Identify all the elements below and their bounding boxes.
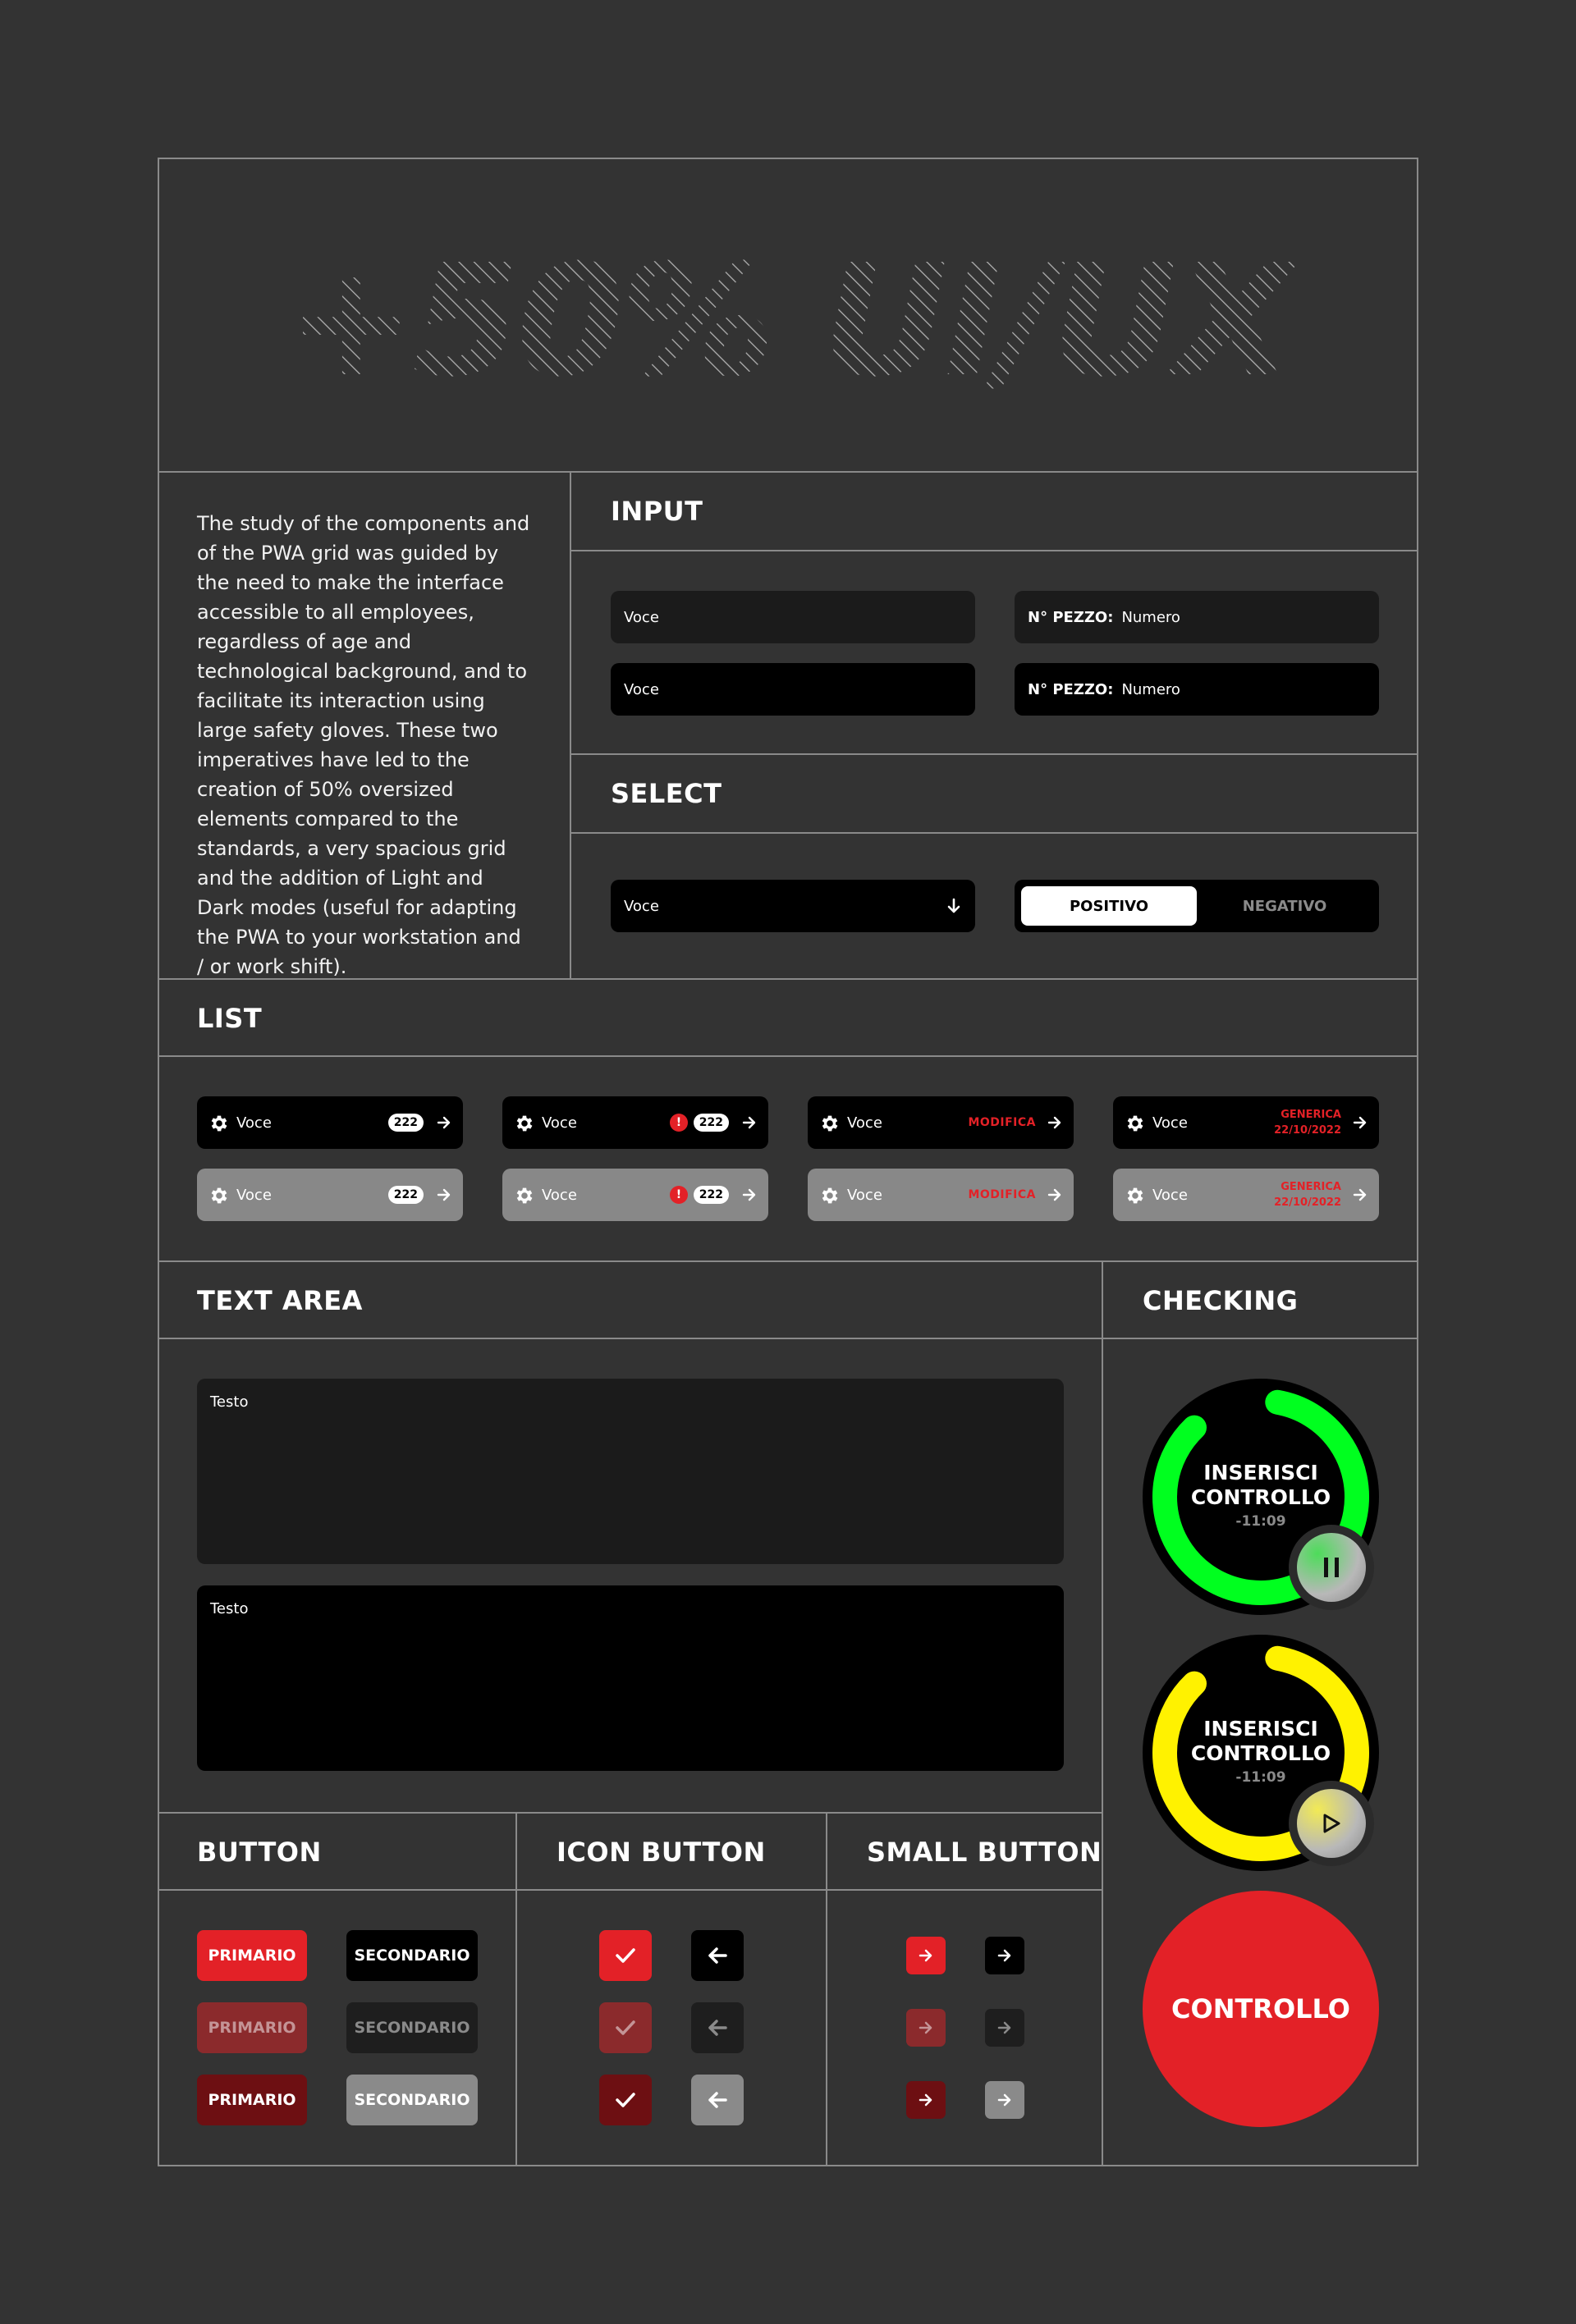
arrow-right-icon xyxy=(919,1949,933,1962)
pause-icon xyxy=(1321,1556,1342,1579)
section-title-text-area: TEXT AREA xyxy=(197,1285,363,1316)
gear-icon xyxy=(819,1185,841,1206)
play-icon xyxy=(1321,1812,1342,1835)
list-item-label: Voce xyxy=(1152,1114,1188,1132)
secondary-button-disabled[interactable]: SECONDARIO xyxy=(346,2002,478,2053)
divider xyxy=(826,1812,827,2166)
divider xyxy=(158,1812,1103,1814)
primary-button[interactable]: PRIMARIO xyxy=(197,1930,307,1981)
list-item-generic[interactable] xyxy=(1113,1096,1379,1149)
list-item-alert-count-light[interactable] xyxy=(502,1169,768,1221)
count-badge: 222 xyxy=(694,1114,729,1132)
check-label-line2: CONTROLLO xyxy=(1190,1485,1331,1509)
list-item-label: Voce xyxy=(542,1114,577,1132)
section-title-small-button: SMALL BUTTON xyxy=(867,1837,1102,1868)
section-title-checking: CHECKING xyxy=(1143,1285,1299,1316)
back-icon-button[interactable] xyxy=(691,1930,744,1981)
select-value: Voce xyxy=(624,897,659,915)
pezzo-input[interactable] xyxy=(1015,591,1379,643)
list-item-label: Voce xyxy=(236,1114,272,1132)
gear-icon xyxy=(1125,1185,1146,1206)
section-title-input: INPUT xyxy=(611,496,703,527)
check-timer: -11:09 xyxy=(1235,1769,1286,1786)
gear-icon xyxy=(514,1185,535,1206)
divider xyxy=(570,832,1418,834)
count-badge: 222 xyxy=(388,1114,424,1132)
back-icon-button-disabled[interactable] xyxy=(691,2002,744,2053)
arrow-right-icon xyxy=(1353,1187,1368,1202)
check-icon xyxy=(615,2019,636,2037)
gear-icon xyxy=(819,1113,841,1134)
gear-icon xyxy=(1125,1113,1146,1134)
alert-icon: ! xyxy=(670,1186,688,1204)
gear-icon xyxy=(208,1113,230,1134)
small-forward-button[interactable] xyxy=(906,1937,946,1974)
divider xyxy=(570,550,1418,551)
modify-tag: MODIFICA xyxy=(968,1188,1036,1201)
toggle-positivo[interactable]: POSITIVO xyxy=(1021,886,1197,926)
list-item-modify[interactable] xyxy=(808,1096,1074,1149)
play-button[interactable] xyxy=(1289,1781,1374,1866)
list-item-label: Voce xyxy=(1152,1186,1188,1204)
divider xyxy=(570,471,571,978)
primary-button-pressed[interactable]: PRIMARIO xyxy=(197,2075,307,2125)
small-forward-button-pressed[interactable] xyxy=(906,2081,946,2119)
secondary-button[interactable]: SECONDARIO xyxy=(346,1930,478,1981)
small-forward-button-secondary-disabled[interactable] xyxy=(985,2009,1024,2047)
divider xyxy=(570,753,1418,755)
check-label-line1: INSERISCI xyxy=(1203,1461,1318,1485)
check-ring-green[interactable] xyxy=(1143,1379,1379,1615)
divider xyxy=(158,1889,1103,1891)
section-title-button: BUTTON xyxy=(197,1837,322,1868)
list-item-label: Voce xyxy=(542,1186,577,1204)
check-icon-button[interactable] xyxy=(599,1930,652,1981)
arrow-right-icon xyxy=(997,2093,1012,2107)
section-title-icon-button: ICON BUTTON xyxy=(557,1837,766,1868)
list-item-count-light[interactable] xyxy=(197,1169,463,1221)
list-item-count[interactable] xyxy=(197,1096,463,1149)
arrow-right-icon xyxy=(437,1115,451,1130)
toggle-negativo[interactable]: NEGATIVO xyxy=(1242,897,1327,915)
list-item-modify-light[interactable] xyxy=(808,1169,1074,1221)
arrow-left-icon xyxy=(707,1947,728,1965)
voce-select[interactable] xyxy=(611,880,975,932)
arrow-right-icon xyxy=(742,1187,757,1202)
generic-label: GENERICA xyxy=(1280,1181,1341,1193)
generic-label: GENERICA xyxy=(1280,1109,1341,1121)
pezzo-label: N° PEZZO: xyxy=(1028,680,1114,698)
section-title-list: LIST xyxy=(197,1003,263,1034)
text-area[interactable] xyxy=(197,1379,1064,1564)
arrow-right-icon xyxy=(1047,1115,1062,1130)
modify-tag: MODIFICA xyxy=(968,1116,1036,1129)
section-title-select: SELECT xyxy=(611,778,722,809)
primary-button-disabled[interactable]: PRIMARIO xyxy=(197,2002,307,2053)
divider xyxy=(158,1260,1418,1262)
secondary-button-pressed[interactable]: SECONDARIO xyxy=(346,2075,478,2125)
divider xyxy=(158,1055,1418,1057)
divider xyxy=(1102,1260,1103,2166)
text-area-dark[interactable] xyxy=(197,1585,1064,1771)
divider xyxy=(515,1812,517,2166)
generic-tag xyxy=(1274,1107,1341,1138)
list-item-generic-light[interactable] xyxy=(1113,1169,1379,1221)
gear-icon xyxy=(514,1113,535,1134)
positive-negative-toggle[interactable] xyxy=(1015,880,1379,932)
pezzo-label: N° PEZZO: xyxy=(1028,608,1114,626)
check-icon xyxy=(615,2091,636,2109)
arrow-left-icon xyxy=(707,2019,728,2037)
voce-placeholder: Voce xyxy=(624,680,659,698)
divider xyxy=(158,1338,1418,1339)
check-timer: -11:09 xyxy=(1235,1513,1286,1530)
check-icon-button-pressed[interactable] xyxy=(599,2075,652,2125)
list-item-label: Voce xyxy=(847,1186,882,1204)
arrow-right-icon xyxy=(437,1187,451,1202)
arrow-right-icon xyxy=(1047,1187,1062,1202)
generic-tag xyxy=(1274,1179,1341,1210)
check-label-line1: INSERISCI xyxy=(1203,1717,1318,1741)
alert-icon: ! xyxy=(670,1114,688,1132)
back-icon-button-pressed[interactable] xyxy=(691,2075,744,2125)
voce-input[interactable] xyxy=(611,591,975,643)
intro-paragraph: The study of the components and of the PWA grid was guided by the need to make the interface accessible to all employees, regardless of age and technological background, and to facilitate its interaction using large safety gloves. These two imperatives have led to the creation of 50% oversized elements compared to the standards, a very spacious grid and the addition of Light and Dark modes (useful for adapting the PWA to your workstation and / or work shift). xyxy=(197,512,530,978)
date-label: 22/10/2022 xyxy=(1274,1196,1341,1209)
gear-icon xyxy=(208,1185,230,1206)
date-label: 22/10/2022 xyxy=(1274,1124,1341,1137)
controllo-button[interactable]: CONTROLLO xyxy=(1143,1891,1379,2127)
pezzo-placeholder: Numero xyxy=(1121,608,1180,626)
voce-placeholder: Voce xyxy=(624,608,659,626)
count-badge: 222 xyxy=(388,1186,424,1204)
list-item-alert-count[interactable] xyxy=(502,1096,768,1149)
arrow-right-icon xyxy=(742,1115,757,1130)
pezzo-placeholder: Numero xyxy=(1121,680,1180,698)
hero-headline: +50% UI/UX xyxy=(286,231,1290,411)
arrow-left-icon xyxy=(707,2091,728,2109)
arrow-right-icon xyxy=(919,2093,933,2107)
list-item-label: Voce xyxy=(847,1114,882,1132)
voce-input-dark[interactable] xyxy=(611,663,975,716)
pezzo-input-dark[interactable] xyxy=(1015,663,1379,716)
check-icon-button-disabled[interactable] xyxy=(599,2002,652,2053)
small-forward-button-secondary-pressed[interactable] xyxy=(985,2081,1024,2119)
arrow-right-icon xyxy=(997,1949,1012,1962)
divider xyxy=(158,471,1418,473)
arrow-down-icon xyxy=(946,898,962,914)
small-forward-button-disabled[interactable] xyxy=(906,2009,946,2047)
small-forward-button-secondary[interactable] xyxy=(985,1937,1024,1974)
list-item-label: Voce xyxy=(236,1186,272,1204)
hero-banner xyxy=(159,159,1417,471)
pause-button[interactable] xyxy=(1289,1525,1374,1610)
arrow-right-icon xyxy=(919,2021,933,2034)
textarea-placeholder: Testo xyxy=(210,1600,249,1617)
check-icon xyxy=(615,1947,636,1965)
count-badge: 222 xyxy=(694,1186,729,1204)
check-label-line2: CONTROLLO xyxy=(1190,1741,1331,1765)
arrow-right-icon xyxy=(1353,1115,1368,1130)
check-ring-yellow[interactable] xyxy=(1143,1635,1379,1871)
arrow-right-icon xyxy=(997,2021,1012,2034)
textarea-placeholder: Testo xyxy=(210,1393,249,1411)
